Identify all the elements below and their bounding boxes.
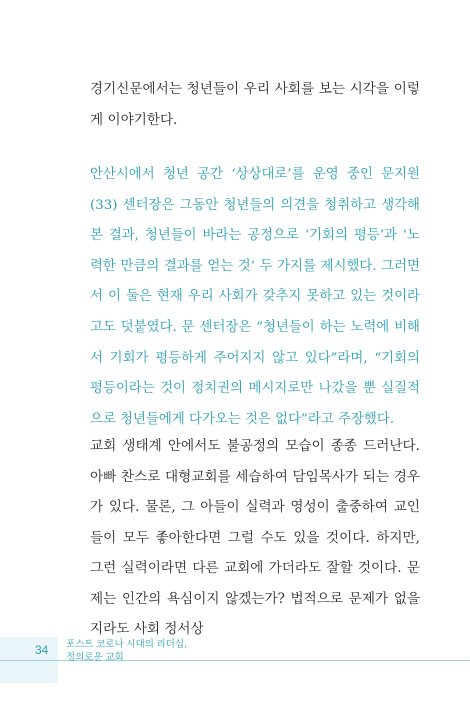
page-number: 34 — [35, 643, 49, 657]
running-title — [66, 638, 187, 664]
running-title-line2: 정의로운 교회 — [66, 652, 124, 663]
body-paragraph-church: 교회 생태계 안에서도 불공정의 모습이 종종 드러난다. 아빠 찬스로 대형교회를 세습하여 담임목사가 되는 경우가 있다. 물론, 그 아들이 실력과 영성이 출중하여 교인들이 모두 좋아한다면 그럴 수도 있을 것이다. 하지만, 그런 실력이라면 다른 교회에 가더라도 잘할 것이다. 문제는 인간의 욕심이지 않겠는가? 법적으로 문제가 없을지라도 사회 정서상 — [90, 438, 420, 637]
body-paragraph-intro: 경기신문에서는 청년들이 우리 사회를 보는 시각을 이렇게 이야기한다. — [90, 81, 420, 128]
running-title-line1: 포스트 코로나 시대의 리더십, — [66, 639, 187, 650]
quoted-passage: 안산시에서 청년 공간 ‘상상대로’를 운영 중인 문지원(33) 센터장은 그동안 청년들의 의견을 청취하고 생각해본 결과, 청년들이 바라는 공정으로 ‘기회의 평등’과 ‘노력한 만큼의 결과를 얻는 것’ 두 가지를 제시했다. 그러면서 이 둘은 현재 우리 사회가 갖추지 못하고 있는 것이라고도 덧붙였다. 문 센터장은 “청년들이 하는 노력에 비해서 기회가 평등하게 주어지지 않고 있다”라며, “기회의 평등이라는 것이 정치권의 메시지로만 나갔을 뿐 실질적으로 청년들에게 다가오는 것은 없다”라고 주장했다. — [90, 167, 420, 427]
